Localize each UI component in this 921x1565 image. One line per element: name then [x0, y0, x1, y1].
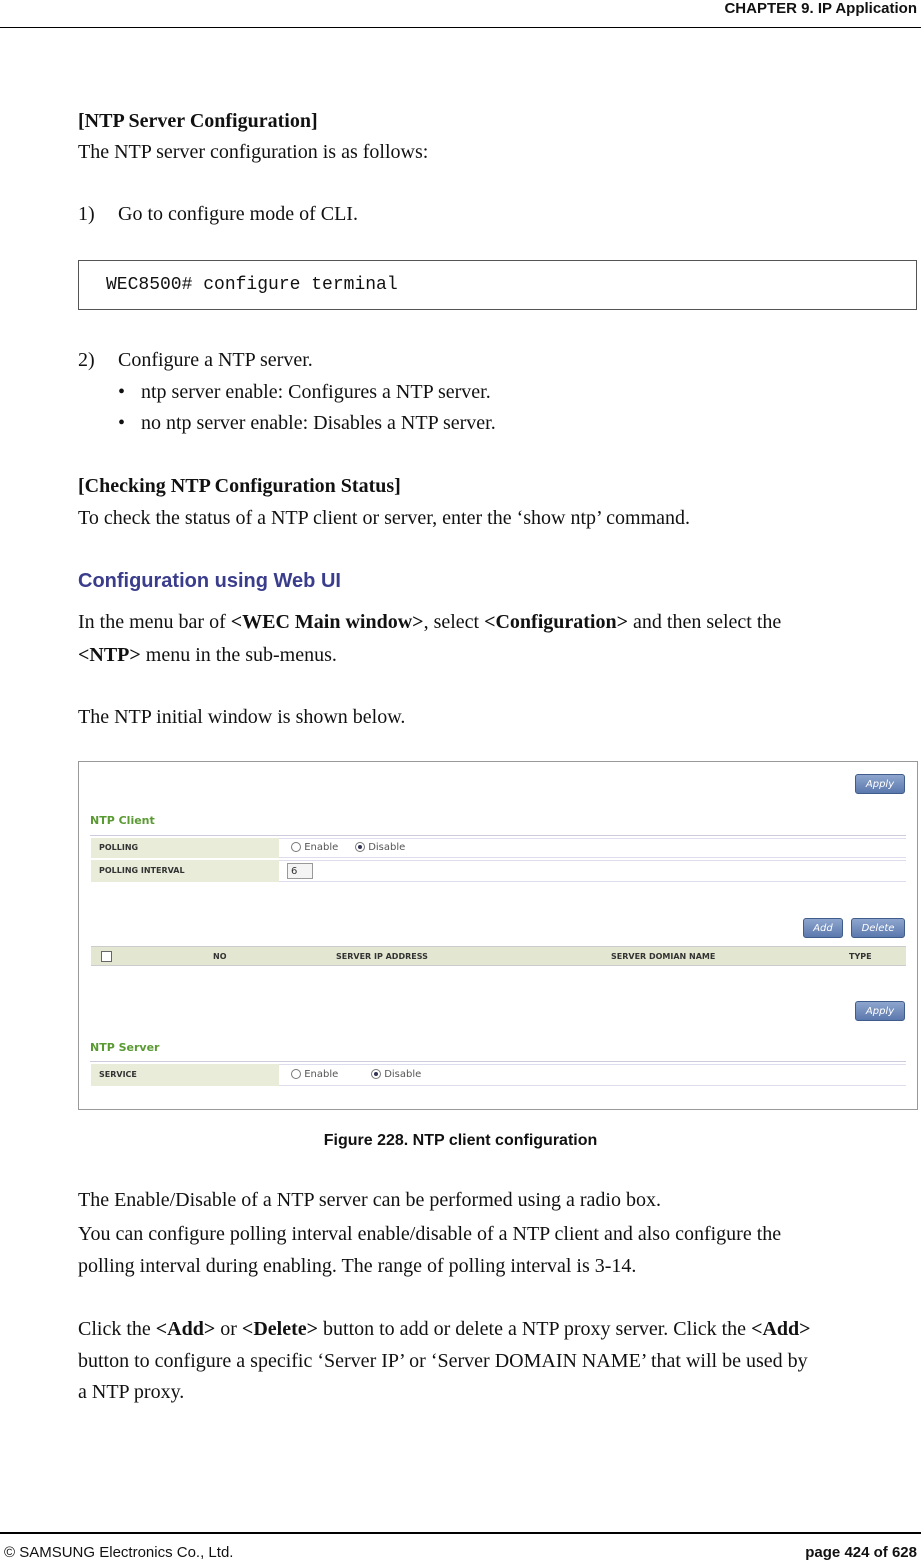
body-paragraph: You can configure polling interval enable/disable of a NTP client and also configure the	[78, 1223, 782, 1245]
figure-caption: Figure 228. NTP client configuration	[323, 1132, 598, 1149]
step-1-number: 1)	[78, 203, 95, 225]
body-paragraph: polling interval during enabling. The range of polling interval is 3-14.	[78, 1255, 637, 1277]
ntp-client-title: NTP Client	[90, 814, 155, 827]
delete-button[interactable]: Delete	[851, 918, 905, 938]
body-paragraph: The Enable/Disable of a NTP server can be performed using a radio box.	[78, 1189, 661, 1211]
ntp-server-config-heading: [NTP Server Configuration]	[78, 110, 318, 132]
webui-heading: Configuration using Web UI	[78, 570, 341, 592]
radio-selected-icon[interactable]	[355, 842, 365, 852]
radio-icon[interactable]	[291, 1069, 301, 1079]
polling-interval-input[interactable]: 6	[287, 863, 313, 879]
step-2-number: 2)	[78, 349, 95, 371]
body-paragraph: a NTP proxy.	[78, 1381, 185, 1403]
radio-icon[interactable]	[291, 842, 301, 852]
polling-enable-option[interactable]: Enable	[291, 842, 338, 853]
section-divider	[90, 1061, 906, 1062]
body-paragraph: Click the <Add> or <Delete> button to add or delete a NTP proxy server. Click the <Add>	[78, 1318, 811, 1340]
server-table-header	[91, 946, 906, 966]
apply-button[interactable]: Apply	[855, 774, 905, 794]
add-button[interactable]: Add	[803, 918, 843, 938]
footer-divider	[0, 1532, 921, 1534]
footer-page-number: page 424 of 628	[805, 1544, 917, 1561]
column-header: SERVER DOMIAN NAME	[611, 952, 716, 961]
polling-label: POLLING	[91, 838, 279, 858]
cli-command: WEC8500# configure terminal	[106, 275, 398, 295]
webui-line-1: In the menu bar of <WEC Main window>, select <Configuration> and then select the	[78, 611, 782, 633]
service-row	[279, 1064, 906, 1086]
service-label: SERVICE	[91, 1064, 279, 1086]
checking-text: To check the status of a NTP client or server, enter the ‘show ntp’ command.	[78, 507, 691, 529]
header-divider	[0, 27, 921, 28]
polling-disable-option[interactable]: Disable	[355, 842, 405, 853]
body-paragraph: button to configure a specific ‘Server IP’ or ‘Server DOMAIN NAME’ that will be used by	[78, 1350, 808, 1372]
footer-copyright: © SAMSUNG Electronics Co., Ltd.	[4, 1544, 234, 1561]
radio-selected-icon[interactable]	[371, 1069, 381, 1079]
checking-heading: [Checking NTP Configuration Status]	[78, 475, 401, 497]
service-disable-option[interactable]: Disable	[371, 1069, 421, 1080]
polling-row	[279, 838, 906, 858]
chapter-header: CHAPTER 9. IP Application	[724, 0, 917, 17]
section-divider	[90, 835, 906, 836]
step-1-text: Go to configure mode of CLI.	[118, 203, 358, 225]
column-header: TYPE	[849, 952, 872, 961]
ntp-server-config-intro: The NTP server configuration is as follows:	[78, 141, 429, 163]
ntp-server-title: NTP Server	[90, 1041, 160, 1054]
bullet-item: no ntp server enable: Disables a NTP server.	[141, 412, 496, 434]
bullet-icon: •	[118, 412, 126, 434]
polling-interval-label: POLLING INTERVAL	[91, 860, 279, 882]
select-all-checkbox[interactable]	[101, 951, 112, 962]
bullet-icon: •	[118, 381, 126, 403]
webui-line-2: <NTP> menu in the sub-menus.	[78, 644, 337, 666]
cli-code-box	[78, 260, 917, 310]
apply-button[interactable]: Apply	[855, 1001, 905, 1021]
webui-line-3: The NTP initial window is shown below.	[78, 706, 406, 728]
service-enable-option[interactable]: Enable	[291, 1069, 338, 1080]
column-header: SERVER IP ADDRESS	[336, 952, 428, 961]
step-2-text: Configure a NTP server.	[118, 349, 313, 371]
ntp-config-screenshot	[78, 761, 918, 1110]
column-header: NO	[213, 952, 227, 961]
polling-interval-row	[279, 860, 906, 882]
bullet-item: ntp server enable: Configures a NTP server.	[141, 381, 491, 403]
